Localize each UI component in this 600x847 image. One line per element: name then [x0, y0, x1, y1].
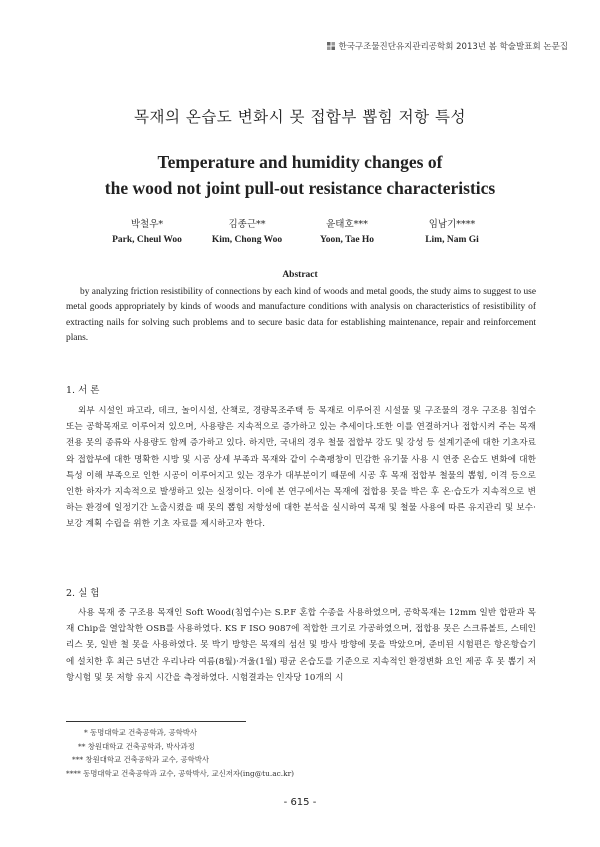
author-list [92, 216, 512, 250]
english-title-line1: Temperature and humidity changes of [157, 152, 443, 172]
section-1-heading: 1. 서 론 [66, 385, 100, 396]
author-1 [92, 216, 202, 245]
section-1-body: 외부 시설인 파고라, 데크, 놀이시설, 산책로, 경량목조주택 등 목재로 이루어진 시설물 및 구조물의 경우 구조용 침엽수 또는 공학목재로 이루어져 있으며, 사용량은 지속적으로 증가하고 있는 추세이다.또한 이를 연결하거나 접합시켜 주는 목재 전용 못의 종류와 사용량도 함께 증가하고 있다. 하지만, 국내의 경우 철물 접합부 강도 및 강성 등 설계기준에 대한 기초자료와 접합부에 대한 명확한 시방 및 시공 상세 부족과 목재와 같이 수축팽창이 민감한 유기물 사용 시 연중 온습도 변화에 대한 특성 이해 부족으로 인한 시공이 이루어지고 있는 경우가 대부분이기 때문에 시공 후 목재 접합부 철물의 뽑힘, 이격 등으로 인한 하자가 지속적으로 발생하고 있는 실정이다. 이에 본 연구에서는 목재에 접합용 못을 박은 후 온·습도가 지속적으로 변하는 환경에 일정기간 노출시켰을 때 못의 뽑힘 저항성에 대한 분석을 실시하여 목재 및 철물 사용에 따른 유지관리 및 보수·보강 계획 수립을 위한 기초 자료를 제시하고자 한다. [66, 406, 536, 530]
author-3 [292, 216, 402, 245]
author-korean-name: 임남기**** [428, 219, 476, 230]
footnote-divider [66, 721, 246, 722]
footnote-1: * 동명대학교 건축공학과, 공학박사 [84, 728, 198, 737]
section-2-heading: 2. 실 험 [66, 588, 100, 599]
author-english-name: Yoon, Tae Ho [319, 235, 375, 245]
author-english-name: Kim, Chong Woo [211, 235, 283, 245]
korean-title: 목재의 온습도 변화시 못 접합부 뽑힘 저항 특성 [134, 108, 466, 126]
author-4 [397, 216, 507, 245]
author-english-name: Park, Cheul Woo [112, 235, 182, 245]
author-korean-name: 윤태호*** [326, 219, 368, 230]
footnotes [66, 726, 536, 780]
author-english-name: Lim, Nam Gi [425, 235, 479, 245]
abstract-text: by analyzing friction resistibility of connections by each kind of woods and metal goods, the study aims to suggest to use metal goods appropriately by kinds of woods and manufacture conditions with analysis on characteristics of resistibility of extracting nails for solving such problems and to secure basic data for establishing maintenance, repair and reinforcement plans. [66, 287, 536, 343]
english-title-line2: the wood not joint pull-out resistance characteristics [104, 178, 496, 198]
author-korean-name: 박철우* [130, 219, 164, 230]
section-2-body: 사용 목재 중 구조용 목재인 Soft Wood(침엽수)는 S.P.F 혼합 수종을 사용하였으며, 공학목재는 12mm 일반 합판과 목재 Chip을 열압착한 OSB를 사용하였다. KS F ISO 9087에 적합한 크기로 가공하였으며, 접합용 못은 스크류볼트, 스테인리스 못, 일반 철 못을 사용하였다. 못 박기 방향은 목재의 섬선 및 방사 방향에 못을 박았으며, 준비된 시험편은 항온항습기에 설치한 후 최근 5년간 우리나라 여름(8월)·겨울(1월) 평균 온습도를 기준으로 지속적인 환경변화 요인 제공 후 못 뽑기 저항시험 및 못 저항 유지 시간을 측정하였다. 시험결과는 인자당 10개의 시 [66, 608, 536, 683]
footnote-2: ** 창원대학교 건축공학과, 박사과정 [78, 741, 195, 751]
conference-logo-icon [327, 42, 335, 50]
author-korean-name: 김종근** [228, 219, 266, 230]
footnote-4: **** 동명대학교 건축공학과 교수, 공학박사, 교신저자(ing@tu.ac.kr) [66, 768, 295, 778]
author-2 [192, 216, 302, 245]
footnote-3: *** 창원대학교 건축공학과 교수, 공학박사 [72, 755, 210, 764]
conference-header [327, 40, 568, 52]
abstract-heading: Abstract [282, 270, 318, 280]
conference-header-text: 한국구조물진단유지관리공학회 2013년 봄 학술발표회 논문집 [338, 42, 568, 52]
page-number: - 615 - [283, 797, 317, 808]
